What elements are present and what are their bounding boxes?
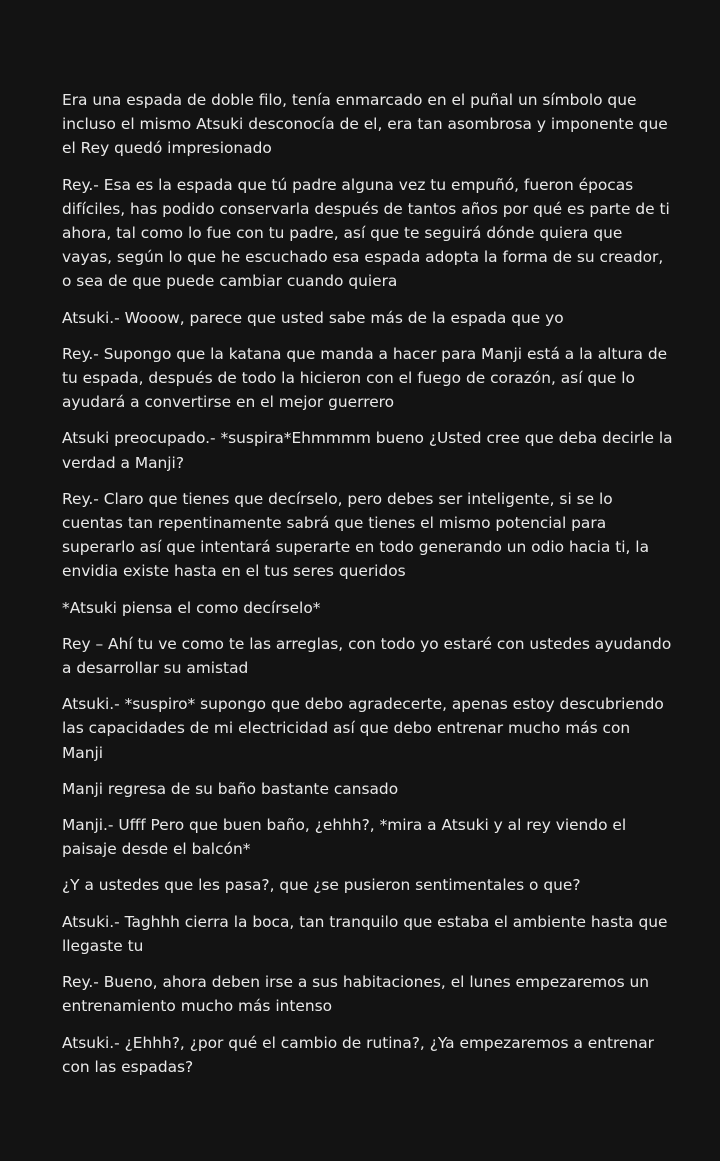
paragraph-12: ¿Y a ustedes que les pasa?, que ¿se pusieron sentimentales o que? [62, 876, 581, 895]
paragraph-4: Rey.- Supongo que la katana que manda a hacer para Manji está a la altura de tu espada, después de todo la hicieron con el fuego de corazón, así que lo ayudará a convertirse en el mejor guerrero [62, 344, 668, 412]
paragraph-11: Manji.- Ufff Pero que buen baño, ¿ehhh?, *mira a Atsuki y al rey viendo el paisaje desde el balcón* [62, 816, 627, 859]
paragraph-5: Atsuki preocupado.- *suspira*Ehmmmm bueno ¿Usted cree que deba decirle la verdad a Manji? [62, 429, 673, 472]
paragraph-3: Atsuki.- Wooow, parece que usted sabe más de la espada que yo [62, 308, 564, 327]
paragraph-8: Rey – Ahí tu ve como te las arreglas, con todo yo estaré con ustedes ayudando a desarrollar su amistad [62, 634, 672, 678]
paragraph-10: Manji regresa de su baño bastante cansado [62, 779, 399, 798]
paragraph-9: Atsuki.- *suspiro* supongo que debo agradecerte, apenas estoy descubriendo las capacidades de mi electricidad así que debo entrenar mucho más con Manji [62, 695, 664, 762]
paragraph-14: Rey.- Bueno, ahora deben irse a sus habitaciones, el lunes empezaremos un entrenamiento mucho más intenso [62, 973, 649, 1016]
paragraph-6: Rey.- Claro que tienes que decírselo, pero debes ser inteligente, si se lo cuentas tan repentinamente sabrá que tienes el mismo potencial para superarlo así que intentará superarte en todo generando un odio hacia ti, la envidia existe hasta en el tus seres queridos [62, 489, 650, 581]
paragraph-1: Era una espada de doble filo, tenía enmarcado en el puñal un símbolo que incluso el mismo Atsuki desconocía de el, era tan asombrosa y imponente que el Rey quedó impresionado [62, 91, 668, 158]
paragraph-7: *Atsuki piensa el como decírselo* [62, 598, 321, 617]
paragraph-2: Rey.- Esa es la espada que tú padre alguna vez tu empuñó, fueron épocas difíciles, has podido conservarla después de tantos años por qué es parte de ti ahora, tal como lo fue con tu padre, así que te seguirá dónde quiera que vayas, según lo que he escuchado esa espada adopta la forma de su creador, o sea de que puede cambiar cuando quiera [62, 175, 670, 291]
paragraph-15: Atsuki.- ¿Ehhh?, ¿por qué el cambio de rutina?, ¿Ya empezaremos a entrenar con las espadas? [62, 1033, 655, 1076]
paragraph-13: Atsuki.- Taghhh cierra la boca, tan tranquilo que estaba el ambiente hasta que llegaste tu [62, 912, 668, 955]
